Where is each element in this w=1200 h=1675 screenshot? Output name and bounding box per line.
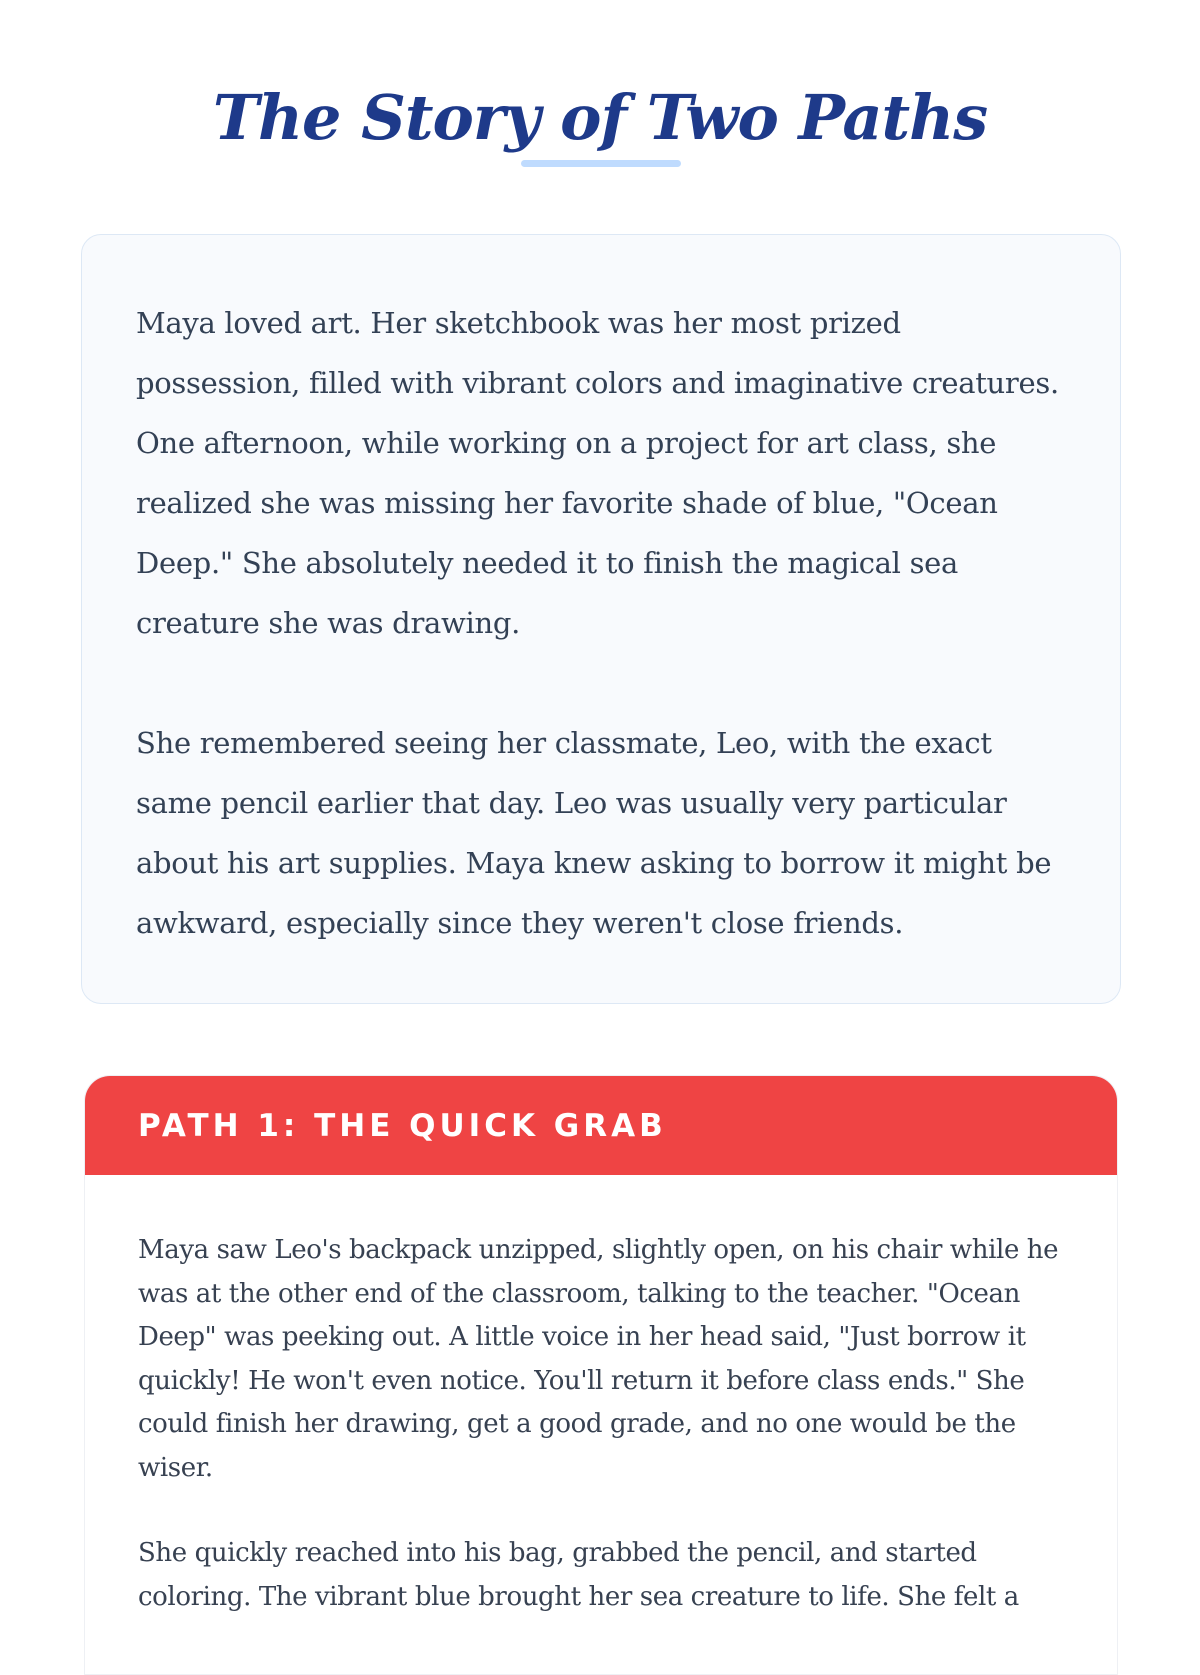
path-1-header: [85, 1076, 1117, 1175]
intro-card: [81, 234, 1121, 1004]
page-title: The Story of Two Paths: [212, 81, 988, 154]
path-1-body: [85, 1175, 1117, 1619]
path-1-paragraph-1: Maya saw Leo's backpack unzipped, slightly open, on his chair while he was at the other end of the classroom, talking to the teacher. "Ocean Deep" was peeking out. A little voice in her head said, "Just borrow it quickly! He won't even notice. You'll return it before class ends." She could finish her drawing, get a good grade, and no one would be the wiser.: [138, 1235, 1059, 1483]
path-1-title: PATH 1: THE QUICK GRAB: [138, 1107, 667, 1144]
intro-paragraph-2: She remembered seeing her classmate, Leo, with the exact same pencil earlier that day. Leo was usually very particular about his art supplies. Maya knew asking to borrow it might be awkward, especially since they weren't close friends.: [136, 726, 1052, 940]
title-underline: [521, 160, 681, 167]
intro-paragraph-1: Maya loved art. Her sketchbook was her most prized possession, filled with vibrant colors and imaginative creatures. One afternoon, while working on a project for art class, she realized she was missing her favorite shade of blue, "Ocean Deep." She absolutely needed it to finish the magical sea creature she was drawing.: [136, 306, 1059, 640]
path-1-paragraph-2: She quickly reached into his bag, grabbed the pencil, and started coloring. The vibrant blue brought her sea creature to life. She felt a: [138, 1538, 1019, 1612]
path-1-card: [84, 1075, 1118, 1675]
